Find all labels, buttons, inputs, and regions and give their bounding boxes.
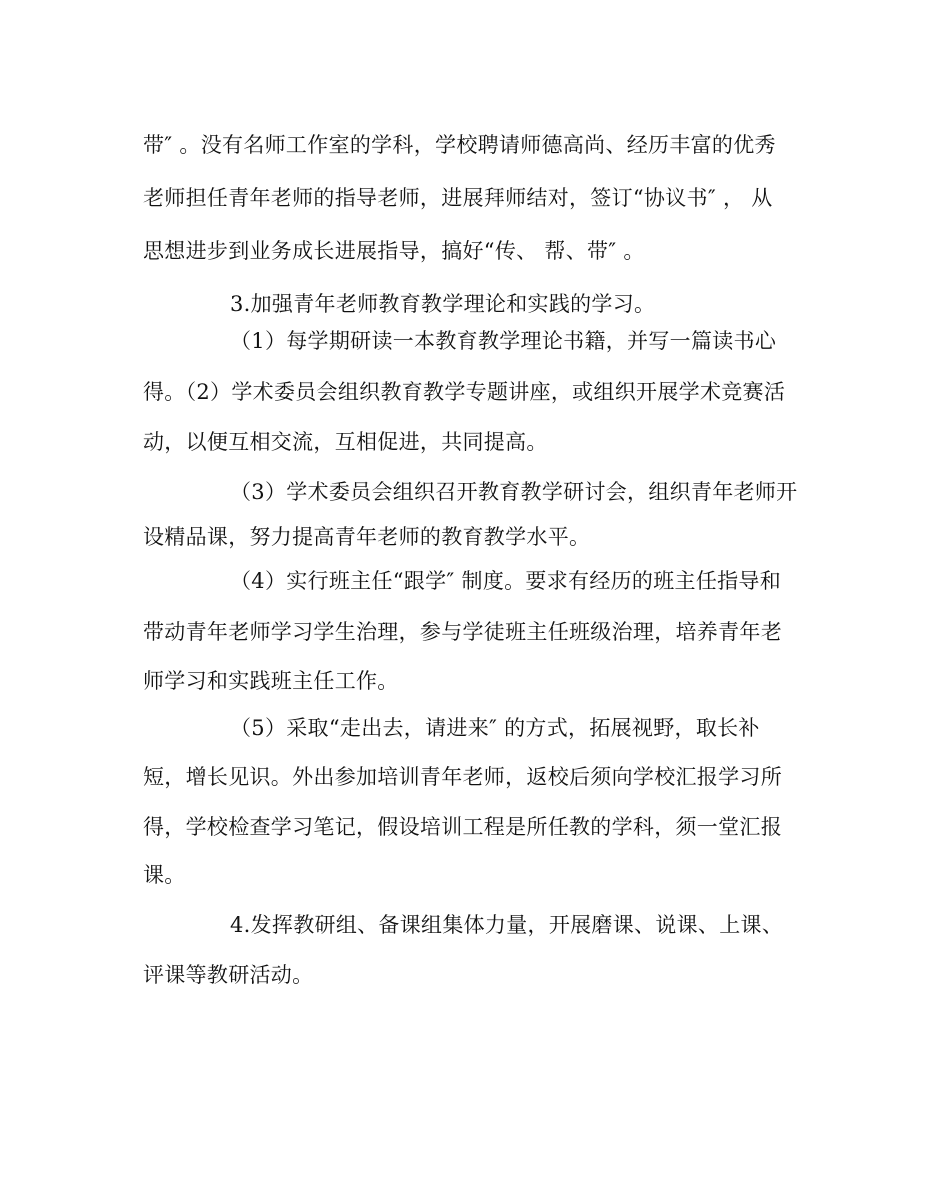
text-line: 4.发挥教研组、备课组集体力量，开展磨课、说课、上课、 bbox=[230, 913, 784, 937]
text-line: 带″ 。没有名师工作室的学科，学校聘请师德高尚、经历丰富的优秀 bbox=[143, 133, 776, 157]
text-line: 动，以便互相交流，互相促进，共同提高。 bbox=[143, 430, 548, 454]
text-line: （5）采取“走出去，请进来″ 的方式，拓展视野，取长补 bbox=[230, 716, 760, 740]
text-line: 课。 bbox=[143, 863, 186, 887]
text-line: 得。（2）学术委员会组织教育教学专题讲座，或组织开展学术竞赛活 bbox=[143, 380, 786, 404]
text-line: 短，增长见识。外出参加培训青年老师，返校后须向学校汇报学习所 bbox=[143, 765, 782, 789]
text-line: 3.加强青年老师教育教学理论和实践的学习。 bbox=[230, 292, 656, 316]
text-line: 得，学校检查学习笔记，假设培训工程是所任教的学科，须一堂汇报 bbox=[143, 815, 782, 839]
text-line: 评课等教研活动。 bbox=[143, 963, 314, 987]
text-line: （4）实行班主任“跟学″ 制度。要求有经历的班主任指导和 bbox=[230, 569, 782, 593]
text-line: （1）每学期研读一本教育教学理论书籍，并写一篇读书心 bbox=[230, 329, 777, 353]
text-line: 师学习和实践班主任工作。 bbox=[143, 669, 399, 693]
text-line: 思想进步到业务成长进展指导，搞好“传、 帮、带″ 。 bbox=[143, 239, 645, 263]
text-line: 设精品课，努力提高青年老师的教育教学水平。 bbox=[143, 525, 591, 549]
text-line: 带动青年老师学习学生治理，参与学徒班主任班级治理，培养青年老 bbox=[143, 620, 782, 644]
text-line: （3）学术委员会组织召开教育教学研讨会，组织青年老师开 bbox=[230, 480, 798, 504]
text-line: 老师担任青年老师的指导老师，进展拜师结对，签订“协议书″ ， 从 bbox=[143, 186, 773, 210]
